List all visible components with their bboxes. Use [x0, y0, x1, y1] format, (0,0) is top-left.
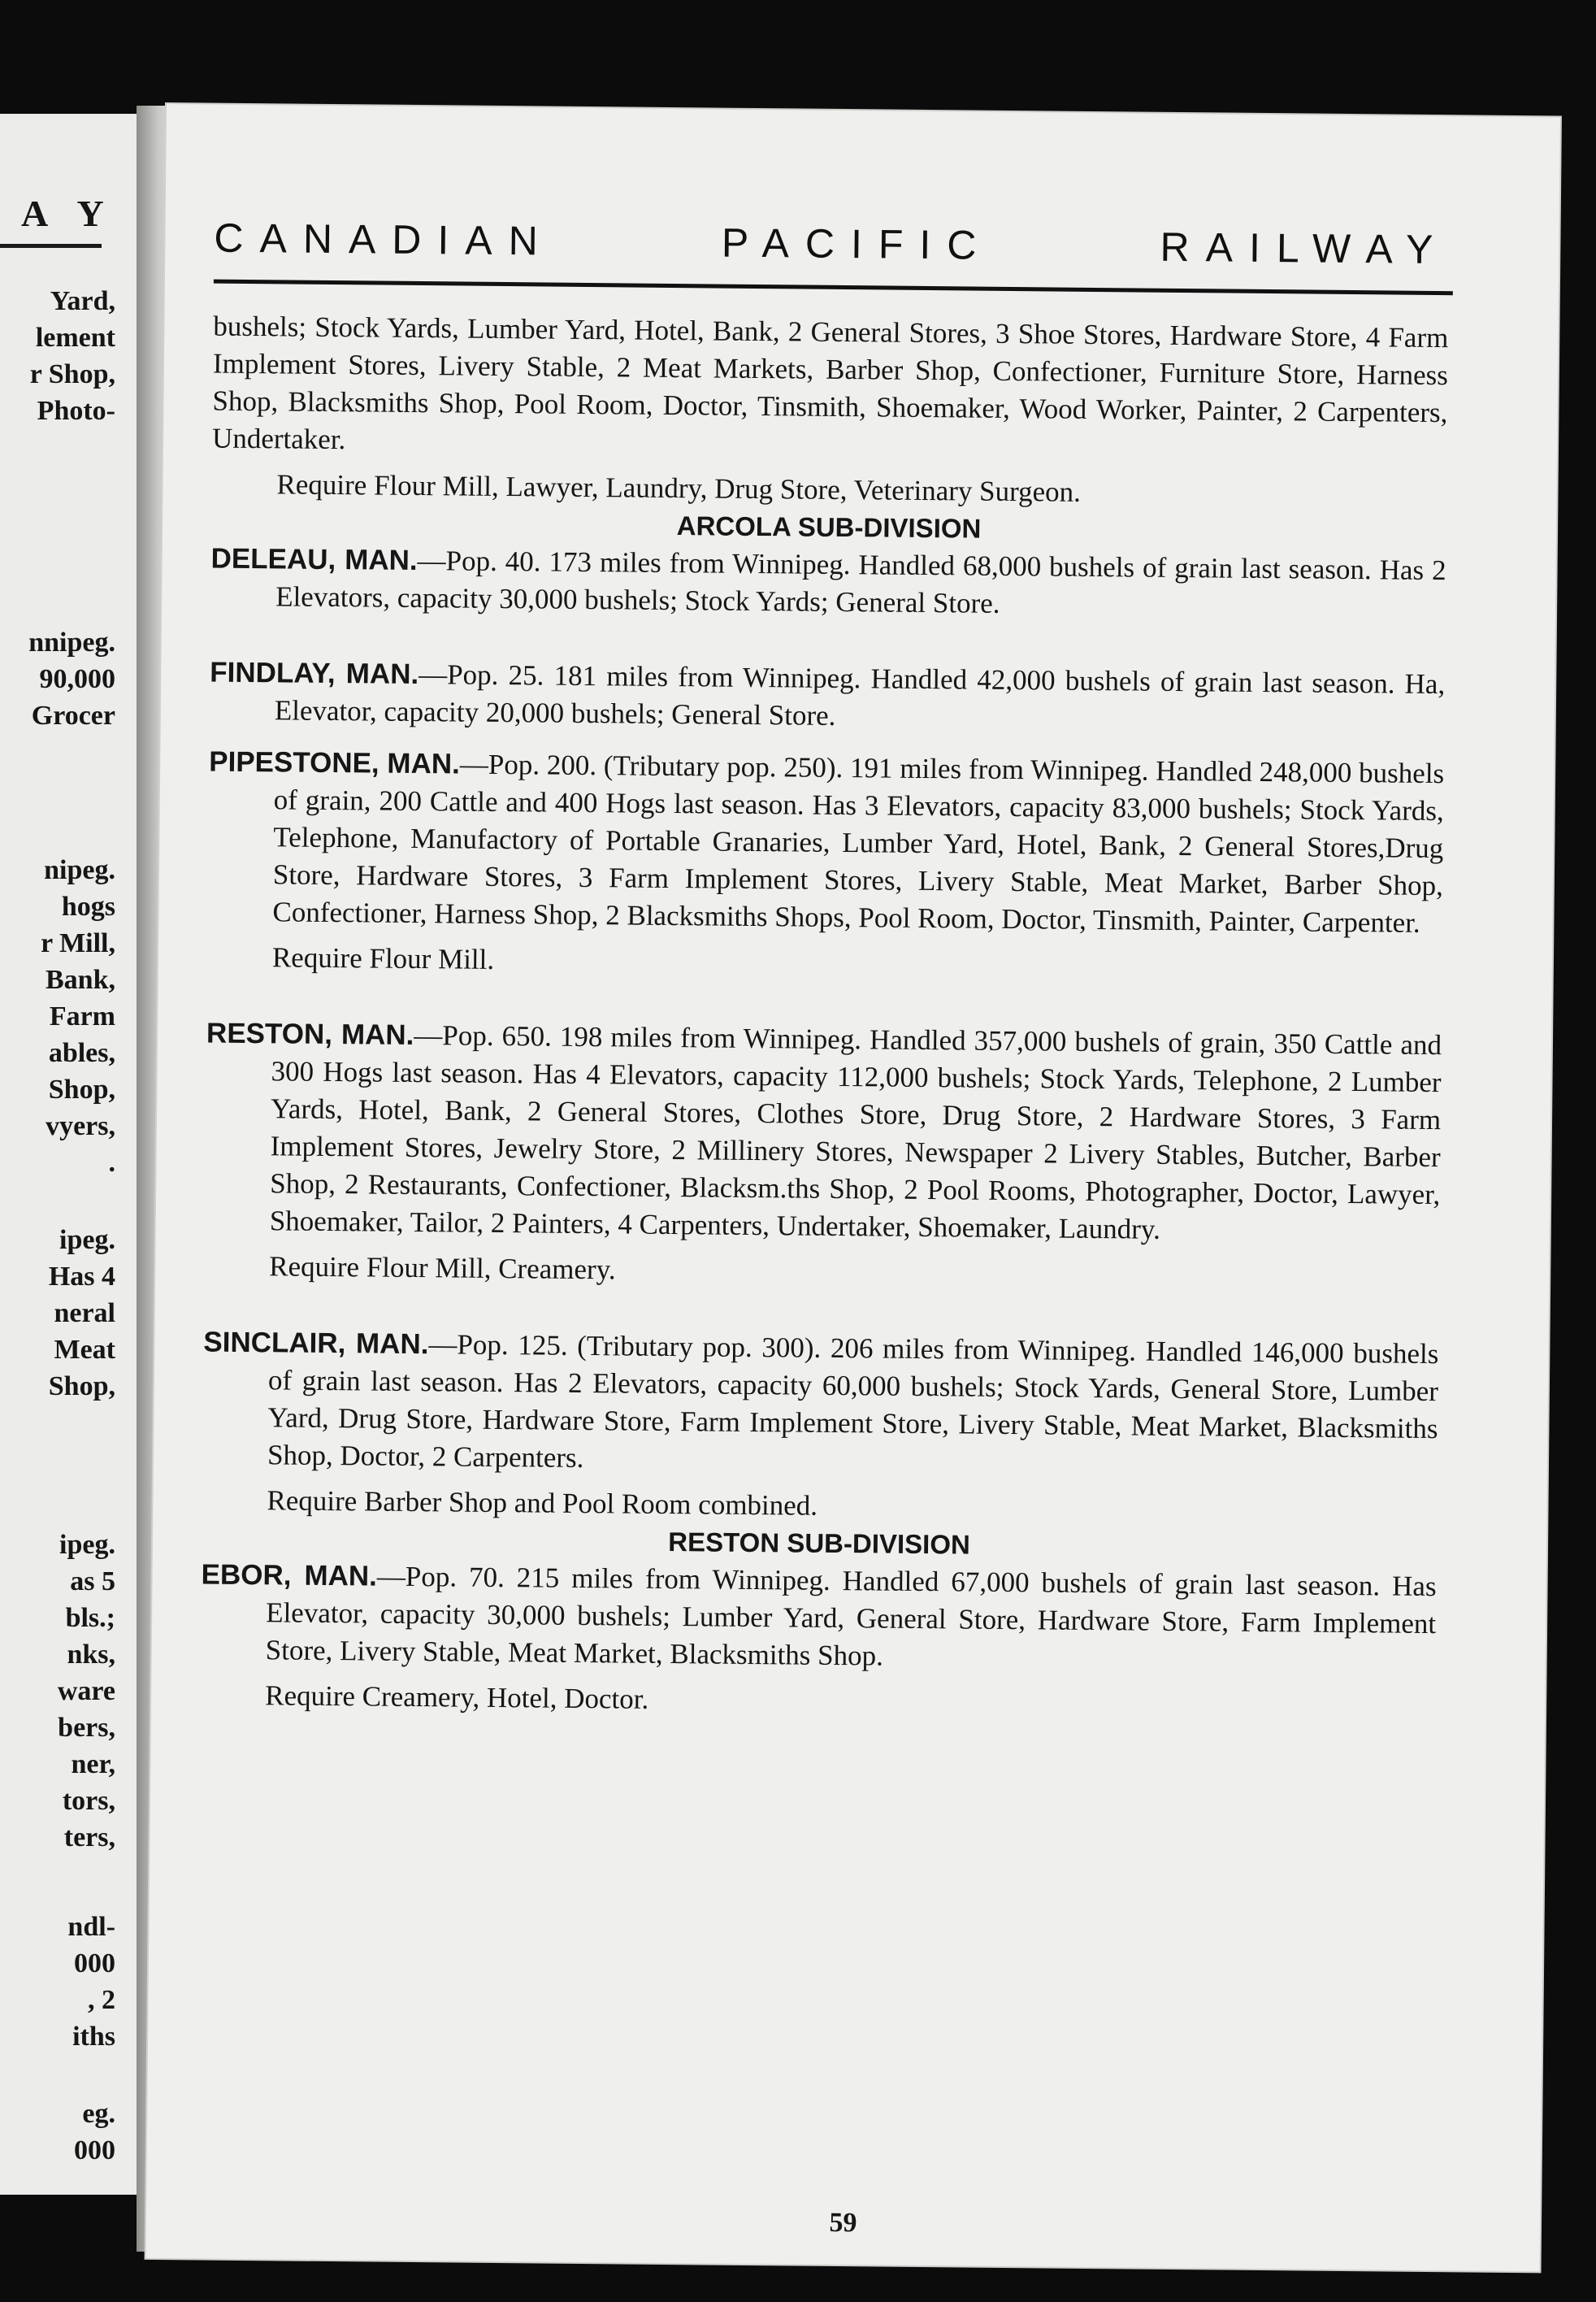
- previous-page-line: vyers,: [46, 1111, 115, 1141]
- intro-require: Require Flour Mill, Lawyer, Laundry, Drug Store, Veterinary Surgeon.: [276, 468, 1082, 508]
- town-name: FINDLAY, MAN.: [210, 656, 419, 691]
- previous-page-line: r Mill,: [41, 928, 115, 958]
- previous-page-line: r Shop,: [29, 359, 115, 389]
- header-rule: [214, 280, 1453, 296]
- town-name: RESTON, MAN.: [206, 1017, 414, 1051]
- previous-page-line: lement: [35, 323, 115, 353]
- town-require: Require Flour Mill.: [271, 941, 495, 975]
- previous-page-line: nks,: [67, 1640, 115, 1670]
- town-require: Require Flour Mill, Creamery.: [269, 1250, 616, 1286]
- previous-page-line: iths: [72, 2022, 115, 2052]
- previous-page-line: nipeg.: [44, 855, 115, 885]
- running-head: [214, 215, 1449, 274]
- previous-page-line: Shop,: [48, 1371, 115, 1401]
- previous-page-line: nnipeg.: [28, 628, 115, 658]
- town-entry: [202, 1324, 1438, 1531]
- previous-page-line: .: [108, 1148, 115, 1178]
- town-description: —Pop. 125. (Tributary pop. 300). 206 miles from Winnipeg. Handled 146,000 bushels of grain last season. Has 2 Elevators, capacity 60,000 bushels; Stock Yards, General Store, Lumber Yard, Drug Store, Hardware Store, Farm Implement Store, Livery Stable, Meat Market, Blacksmiths Shop, Doctor, 2 Carpenters.: [267, 1328, 1439, 1475]
- previous-page-line: ner,: [71, 1749, 115, 1779]
- previous-page-line: Has 4: [48, 1262, 115, 1292]
- town-name: PIPESTONE, MAN.: [209, 745, 461, 780]
- town-description: —Pop. 200. (Tributary pop. 250). 191 miles from Winnipeg. Handled 248,000 bushels of grain, 200 Cattle and 400 Hogs last season. Has 3 Elevators, capacity 83,000 bushels; Stock Yards, Telephone, Manufactory of Portable Granaries, Lumber Yard, Hotel, Bank, 2 General Stores,Drug Store, Hardware Stores, 3 Farm Implement Stores, Livery Stable, Meat Market, Barber Shop, Confectioner, Harness Shop, 2 Blacksmiths Shops, Pool Room, Doctor, Tinsmith, Painter, Carpenter.: [272, 748, 1445, 939]
- town-name: EBOR, MAN.: [201, 1558, 378, 1592]
- town-entry: [200, 1556, 1437, 1726]
- previous-page-line: ters,: [63, 1822, 115, 1852]
- town-require: Require Creamery, Hotel, Doctor.: [265, 1679, 649, 1715]
- page-number: 59: [829, 2207, 857, 2239]
- town-name: DELEAU, MAN.: [210, 542, 418, 576]
- previous-page-line: ware: [57, 1676, 115, 1706]
- town-name: SINCLAIR, MAN.: [203, 1326, 429, 1361]
- town-entry: [210, 541, 1446, 628]
- previous-page-line: tors,: [62, 1786, 115, 1816]
- previous-page-line: bls.;: [65, 1603, 115, 1633]
- previous-page-line: ables,: [48, 1038, 115, 1068]
- previous-page-line: ndl-: [67, 1912, 115, 1942]
- town-entry: [210, 654, 1446, 741]
- subdivision-title: RESTON SUB-DIVISION: [668, 1527, 971, 1560]
- previous-page-line: , 2: [88, 1985, 115, 2015]
- town-entry: [204, 1015, 1442, 1297]
- previous-page-line: bers,: [58, 1713, 115, 1743]
- previous-page-line: Grocer: [31, 701, 115, 731]
- previous-page-line: ipeg.: [59, 1530, 115, 1560]
- previous-page-line: neral: [54, 1298, 115, 1328]
- previous-page-line: hogs: [61, 892, 115, 922]
- running-head-word: RAILWAY: [1160, 224, 1450, 273]
- book-page: [146, 104, 1560, 2271]
- previous-page-line: Shop,: [48, 1075, 115, 1105]
- previous-page-line: eg.: [82, 2099, 115, 2129]
- subdivision-title: ARCOLA SUB-DIVISION: [676, 510, 982, 544]
- town-description: —Pop. 650. 198 miles from Winnipeg. Handled 357,000 bushels of grain, 350 Cattle and 300 Hogs last season. Has 4 Elevators, capacity 112,000 bushels; Stock Yards, Telephone, 2 Lumber Yards, Hotel, Bank, 2 General Stores, Clothes Store, Drug Store, 2 Hardware Stores, 3 Farm Implement Stores, Jewelry Store, 2 Millinery Stores, Newspaper 2 Livery Stables, Butcher, Barber Shop, 2 Restaurants, Confectioner, Blacksm.ths Shop, 2 Pool Rooms, Photographer, Doctor, Lawyer, Shoemaker, Tailor, 2 Painters, 4 Carpenters, Undertaker, Shoemaker, Laundry.: [269, 1019, 1442, 1245]
- running-head-word: PACIFIC: [721, 219, 993, 268]
- previous-page-line: as 5: [70, 1566, 115, 1596]
- previous-page-line: 90,000: [39, 664, 115, 694]
- running-head-word: CANADIAN: [214, 215, 555, 264]
- intro-paragraph: bushels; Stock Yards, Lumber Yard, Hotel, Bank, 2 General Stores, 3 Shoe Stores, Hardware Store, 4 Farm Implement Stores, Livery Stable, 2 Meat Markets, Barber Shop, Confectioner, Furniture Store, Harness Shop, Blacksmiths Shop, Pool Room, Doctor, Tinsmith, Shoemaker, Wood Worker, Painter, 2 Carpenters, Undertaker.: [211, 310, 1449, 456]
- previous-page-line: Farm: [49, 1001, 115, 1032]
- previous-page-line: 000: [74, 2135, 115, 2165]
- town-require: Require Barber Shop and Pool Room combined.: [267, 1484, 818, 1522]
- previous-page-line: Photo-: [37, 396, 115, 426]
- town-description: —Pop. 25. 181 miles from Winnipeg. Handled 42,000 bushels of grain last season. Ha, Elevator, capacity 20,000 bushels; General Store.: [274, 658, 1446, 732]
- previous-page-header: A Y: [21, 193, 115, 234]
- previous-page-line: ipeg.: [59, 1225, 115, 1255]
- previous-page-line: Bank,: [46, 965, 115, 995]
- page-content: [200, 308, 1449, 1726]
- previous-page-header-rule: [0, 244, 102, 248]
- previous-page-line: Meat: [54, 1335, 115, 1365]
- previous-page-line: 000: [74, 1948, 115, 1978]
- town-description: —Pop. 40. 173 miles from Winnipeg. Handled 68,000 bushels of grain last season. Has 2 Elevators, capacity 30,000 bushels; Stock Yards; General Store.: [275, 544, 1446, 619]
- town-description: —Pop. 70. 215 miles from Winnipeg. Handled 67,000 bushels of grain last season. Has Elevator, capacity 30,000 bushels; Lumber Yard, General Store, Hardware Store, Farm Implement Store, Livery Stable, Meat Market, Blacksmiths Shop.: [265, 1560, 1437, 1672]
- town-entry: [207, 744, 1445, 988]
- previous-page-line: Yard,: [50, 286, 115, 316]
